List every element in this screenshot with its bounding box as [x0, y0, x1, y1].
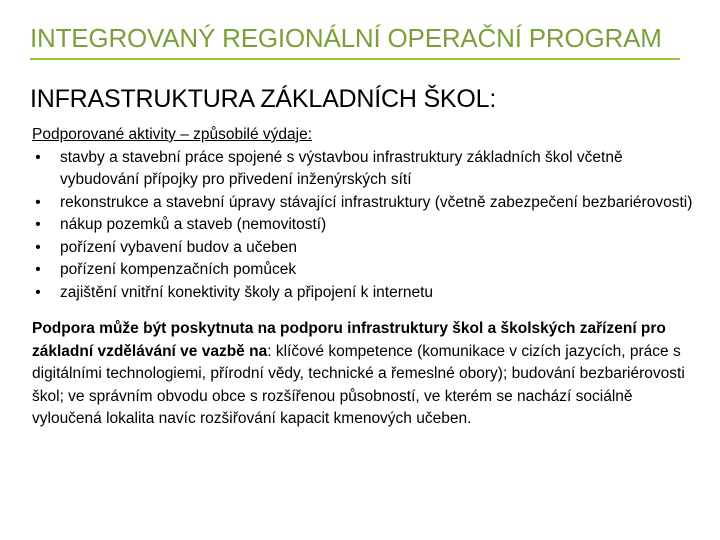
list-item-text: pořízení kompenzačních pomůcek	[60, 261, 297, 278]
list-item	[32, 282, 697, 305]
list-item-text: zajištění vnitřní konektivity školy a připojení k internetu	[60, 283, 434, 301]
activities-heading: Podporované aktivity – způsobilé výdaje:	[32, 126, 313, 143]
support-text: : klíčové kompetence (komunikace v cizích jazycích, práce s digitálními technologiemi, přírodní vědy, technické a řemeslné obory); budování bezbariérovosti škol; ve správním obvodu obce s rozšířenou působností, ve kterém se nachází sociálně vyloučená lokalita navíc rozšiřování kapacit kmenových učeben.	[32, 342, 685, 427]
bullet-icon: •	[35, 216, 41, 233]
bullet-icon: •	[35, 148, 41, 166]
list-item	[32, 237, 697, 260]
bullet-icon: •	[35, 193, 41, 211]
list-item	[32, 192, 697, 215]
list-item-text: nákup pozemků a staveb (nemovitostí)	[60, 216, 327, 233]
list-item-text: stavby a stavební práce spojené s výstavbou infrastruktury základních škol včetně vybudování přípojky pro přivedení inženýrských sítí	[60, 148, 623, 188]
slide-header	[30, 20, 680, 60]
bullet-icon: •	[35, 238, 41, 256]
program-title: INTEGROVANÝ REGIONÁLNÍ OPERAČNÍ PROGRAM	[30, 23, 662, 53]
activity-list	[32, 147, 697, 305]
support-paragraph	[32, 318, 697, 431]
bullet-icon: •	[35, 261, 41, 278]
list-item-text: rekonstrukce a stavební úpravy stávající infrastruktury (včetně zabezpečení bezbariérovosti)	[60, 193, 693, 211]
header-divider	[30, 58, 680, 60]
support-bold-text: Podpora může být poskytnuta na podporu infrastruktury škol a školských zařízení pro základní vzdělávání ve vazbě na	[32, 320, 666, 360]
section-heading: INFRASTRUKTURA ZÁKLADNÍCH ŠKOL:	[30, 85, 497, 113]
list-item-text: pořízení vybavení budov a učeben	[60, 238, 297, 256]
list-item	[32, 214, 697, 237]
bullet-icon: •	[35, 283, 41, 301]
list-item	[32, 147, 697, 192]
list-item	[32, 259, 697, 282]
content-body	[32, 124, 697, 431]
